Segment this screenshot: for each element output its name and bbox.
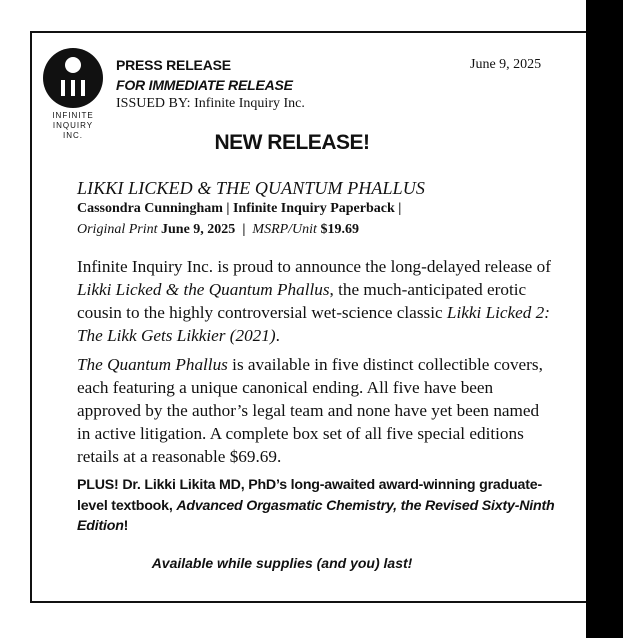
headline: NEW RELEASE! [214, 131, 370, 154]
book-price: $19.69 [320, 222, 359, 237]
press-release-card [30, 31, 586, 603]
right-edge-bar [586, 0, 623, 638]
issued-by-value: Infinite Inquiry Inc. [194, 96, 305, 111]
publisher-logo [42, 47, 104, 141]
separator: | [242, 222, 246, 237]
logo-line: INC. [63, 131, 83, 140]
title-reference: The Quantum Phallus [77, 355, 228, 374]
para-text: Dr. Likki Likita MD, PhD’s long-awaited award-winning graduate-level textbook, [77, 477, 542, 514]
book-details-line [77, 222, 359, 238]
release-date: June 9, 2025 [470, 57, 542, 72]
logo-line: INQUIRY [52, 121, 94, 130]
title-reference: Likki Licked & the Quantum Phallus [77, 280, 330, 299]
announcement-paragraph [77, 255, 552, 347]
para-text: . [275, 326, 280, 345]
para-text: Infinite Inquiry Inc. is proud to announce the long-delayed release of [77, 257, 551, 276]
title-reference: Likki Licked 2: The Likk Gets Likkier (2021) [77, 303, 550, 345]
issued-by-line [116, 96, 305, 112]
msrp-label: MSRP/Unit [252, 222, 317, 237]
para-text: is available in five distinct collectible covers, each featuring a unique canonical ending. All five have been approved by the author’s legal team and none have yet been named in active litigation. A complete box set of all five special editions retails at a reasonable $69.69. [77, 355, 543, 466]
book-author-line: Cassondra Cunningham | Infinite Inquiry Paperback | [77, 201, 402, 216]
editions-paragraph [77, 353, 552, 468]
book-title: LIKKI LICKED & THE QUANTUM PHALLUS [77, 178, 425, 198]
logo-line: INFINITE [52, 111, 94, 120]
press-release-label: PRESS RELEASE [116, 57, 231, 73]
plus-paragraph [77, 475, 567, 537]
book-release-date: June 9, 2025 [161, 222, 236, 237]
textbook-title: Advanced Orgasmatic Chemistry, the Revised Sixty-Ninth Edition [77, 497, 555, 534]
para-text: , the much-anticipated erotic cousin to the highly controversial wet-science classic [77, 280, 527, 322]
logo-mark-icon [42, 47, 104, 109]
tagline: Available while supplies (and you) last! [151, 555, 413, 571]
immediate-release-label: FOR IMMEDIATE RELEASE [116, 77, 293, 93]
plus-lead: PLUS! [77, 477, 119, 493]
book-format: Original Print [77, 222, 158, 237]
issued-by-label: ISSUED BY: [116, 96, 191, 111]
para-text: ! [123, 518, 129, 534]
